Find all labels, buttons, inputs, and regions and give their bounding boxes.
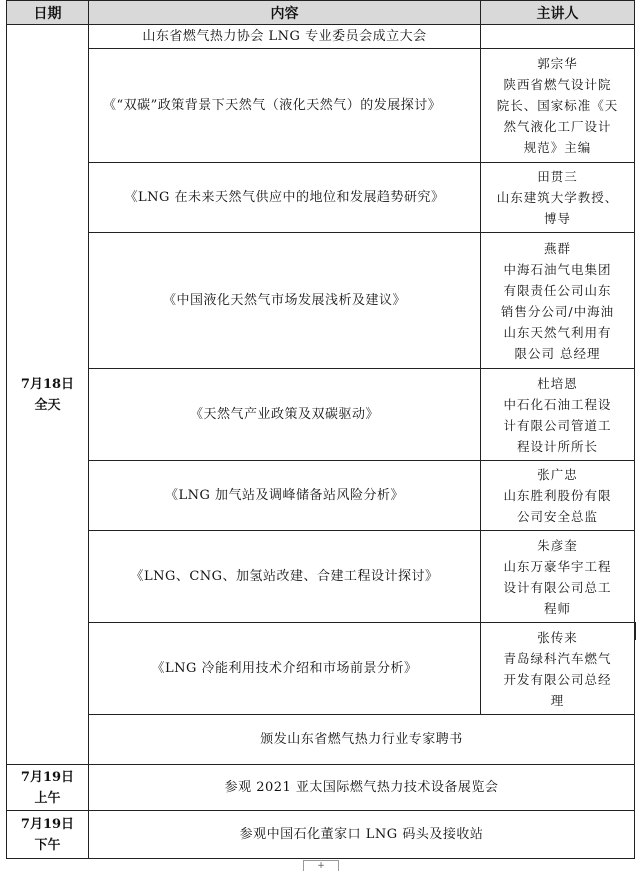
date-cell-day2: [7, 765, 89, 811]
speaker-line: 然气液化工厂设计: [503, 119, 612, 134]
table-row: [7, 461, 635, 531]
date-cell-day1: [7, 25, 89, 765]
content-cell: 《LNG 冷能利用技术介绍和市场前景分析》: [89, 623, 481, 715]
content-cell: 《LNG、CNG、加氢站改建、合建工程设计探讨》: [89, 531, 481, 623]
speaker-cell: [481, 233, 635, 369]
speaker-line: 规范》主编: [523, 140, 592, 155]
speaker-line: 青岛绿科汽车燃气: [503, 650, 612, 666]
speaker-line: 山东天然气利用有: [503, 324, 612, 340]
speaker-line: 公司安全总监: [516, 509, 598, 524]
date-day2: 7月19日: [20, 769, 75, 785]
time-day2: 上午: [34, 790, 61, 806]
table-row: [7, 163, 635, 233]
speaker-cell: [481, 369, 635, 461]
speaker-line: 设计有限公司总工: [503, 579, 612, 595]
speaker-line: 朱彦奎: [537, 537, 578, 553]
content-cell: 《LNG 加气站及调峰储备站风险分析》: [89, 461, 481, 531]
speaker-line: 燕群: [543, 240, 571, 256]
speaker-line: 理: [550, 692, 565, 708]
table-row: [7, 623, 635, 715]
speaker-line: 程师: [543, 600, 571, 616]
date-cell-day3: [7, 811, 89, 859]
speaker-cell: [481, 461, 635, 531]
content-cell: 《天然气产业政策及双碳驱动》: [89, 369, 481, 461]
speaker-line: 程设计所所长: [516, 438, 598, 454]
table-row: [7, 811, 635, 859]
table-row: [7, 25, 635, 49]
speaker-line: 限公司 总经理: [514, 345, 601, 361]
speaker-line: 有限责任公司山东: [503, 282, 612, 298]
header-row: [7, 1, 635, 25]
header-content: 内容: [89, 1, 481, 25]
header-speaker: 主讲人: [481, 1, 635, 25]
speaker-cell: [481, 531, 635, 623]
speaker-cell: [481, 49, 635, 163]
table-row: [7, 765, 635, 811]
speaker-cell: [481, 25, 635, 49]
speaker-line: 计有限公司管道工: [503, 417, 612, 433]
closing-cell: 颁发山东省燃气热力行业专家聘书: [89, 715, 635, 765]
date-day1: 7月18日: [20, 376, 75, 392]
speaker-line: 开发有限公司总经: [503, 671, 612, 687]
speaker-line: 张传来: [537, 629, 578, 645]
speaker-line: 陕西省燃气设计院: [503, 77, 612, 92]
content-cell: 《“双碳”政策背景下天然气（液化天然气）的发展探讨》: [89, 49, 481, 163]
content-cell: 《中国液化天然气市场发展浅析及建议》: [89, 233, 481, 369]
speaker-line: 杜培恩: [537, 375, 578, 391]
speaker-line: 郭宗华: [537, 56, 578, 71]
speaker-line: 山东胜利股份有限: [503, 488, 612, 503]
header-date: 日期: [7, 1, 89, 25]
table-row: [7, 531, 635, 623]
table-row: [7, 369, 635, 461]
table-row: [7, 715, 635, 765]
date-day3: 7月19日: [20, 816, 75, 832]
content-cell-day3: 参观中国石化董家口 LNG 码头及接收站: [89, 811, 635, 859]
speaker-line: 田贯三: [537, 169, 578, 184]
speaker-line: 张广忠: [537, 467, 578, 482]
table-add-handle[interactable]: +: [303, 860, 339, 871]
table-row: [7, 49, 635, 163]
content-cell: 山东省燃气热力协会 LNG 专业委员会成立大会: [89, 25, 481, 49]
speaker-cell: [481, 623, 635, 715]
speaker-line: 院长、国家标准《天: [496, 98, 619, 113]
speaker-line: 山东建筑大学教授、: [496, 190, 619, 205]
speaker-line: 山东万豪华宇工程: [503, 558, 612, 574]
content-cell-day2: 参观 2021 亚太国际燃气热力技术设备展览会: [89, 765, 635, 811]
content-cell: 《LNG 在未来天然气供应中的地位和发展趋势研究》: [89, 163, 481, 233]
agenda-table: [6, 0, 635, 859]
speaker-cell: [481, 163, 635, 233]
time-day1: 全天: [34, 397, 61, 413]
table-row: [7, 233, 635, 369]
text-cursor: [634, 622, 636, 640]
speaker-line: 中海石油气电集团: [503, 261, 612, 277]
time-day3: 下午: [34, 837, 61, 853]
speaker-line: 博导: [543, 211, 571, 226]
speaker-line: 中石化石油工程设: [503, 396, 612, 412]
speaker-line: 销售分公司/中海油: [500, 303, 615, 319]
